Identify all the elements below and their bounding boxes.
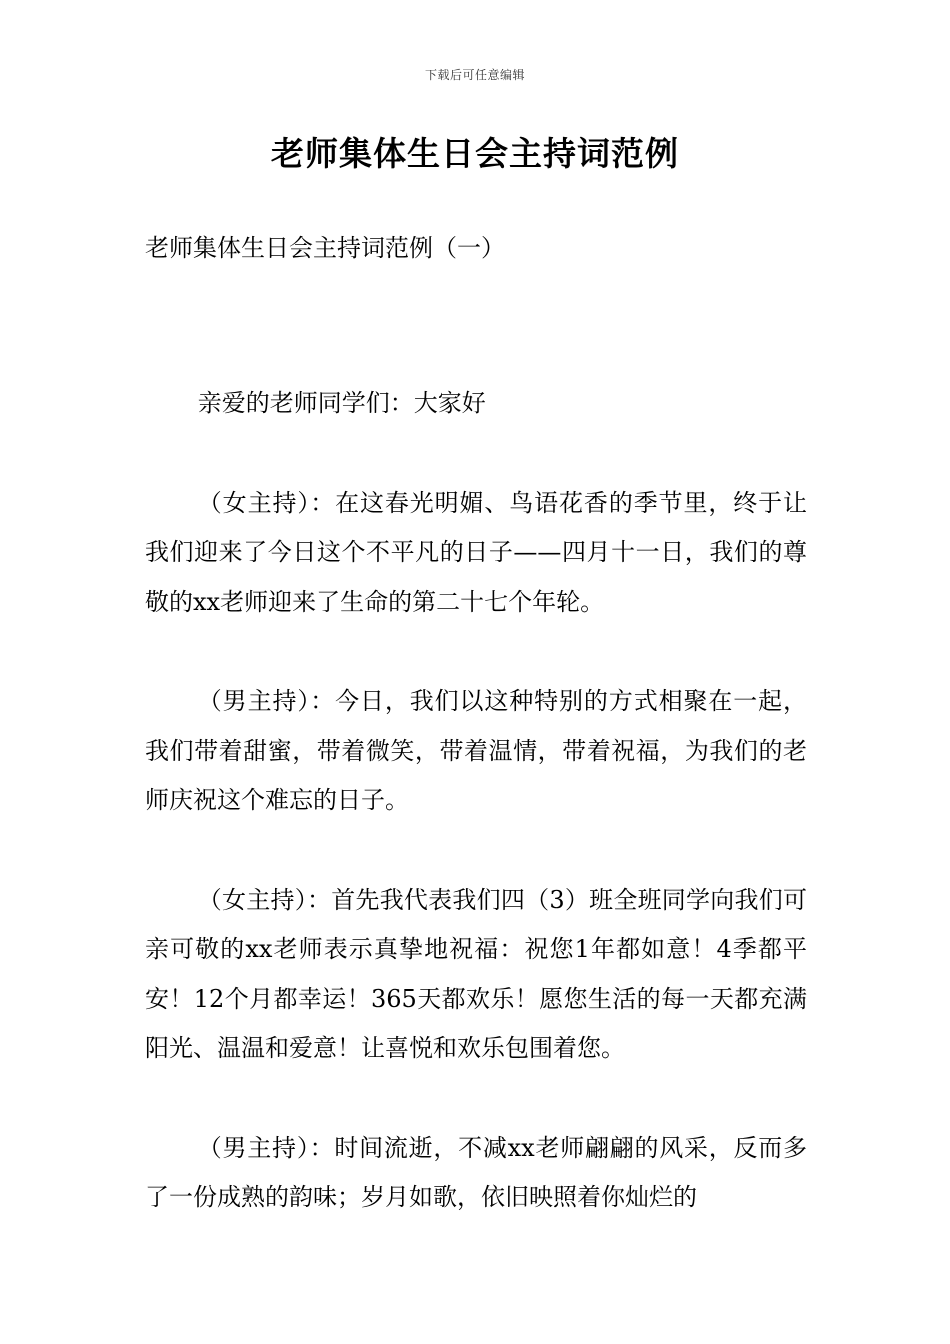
section-subtitle: 老师集体生日会主持词范例（一）: [145, 234, 505, 262]
paragraph-gap: [145, 1074, 807, 1124]
paragraph-male-host-1: （男主持）：今日，我们以这种特别的方式相聚在一起，我们带着甜蜜，带着微笑，带着温情，带着祝福，为我们的老师庆祝这个难忘的日子。: [145, 687, 807, 814]
paragraph-greeting: 亲爱的老师同学们：大家好: [197, 389, 486, 417]
header-note: 下载后可任意编辑: [424, 68, 525, 82]
paragraph-male-host-2: （男主持）：时间流逝，不减xx老师翩翩的风采，反而多了一份成熟的韵味；岁月如歌，依旧映照着你灿烂的: [145, 1133, 807, 1211]
document-body: [145, 379, 807, 1223]
paragraph-gap: [145, 627, 807, 677]
paragraph-gap: [145, 826, 807, 876]
paragraph-female-host-2: （女主持）：首先我代表我们四（3）班全班同学向我们可亲可敬的xx老师表示真挚地祝福：祝您1年都如意！4季都平安！12个月都幸运！365天都欢乐！愿您生活的每一天都充满阳光、温温和爱意！让喜悦和欢乐包围着您。: [145, 885, 807, 1062]
paragraph-female-host-1: （女主持）：在这春光明媚、鸟语花香的季节里，终于让我们迎来了今日这个不平凡的日子——四月十一日，我们的尊敬的xx老师迎来了生命的第二十七个年轮。: [145, 488, 807, 616]
document-title: 老师集体生日会主持词范例: [271, 134, 679, 173]
paragraph-gap: [145, 429, 807, 479]
